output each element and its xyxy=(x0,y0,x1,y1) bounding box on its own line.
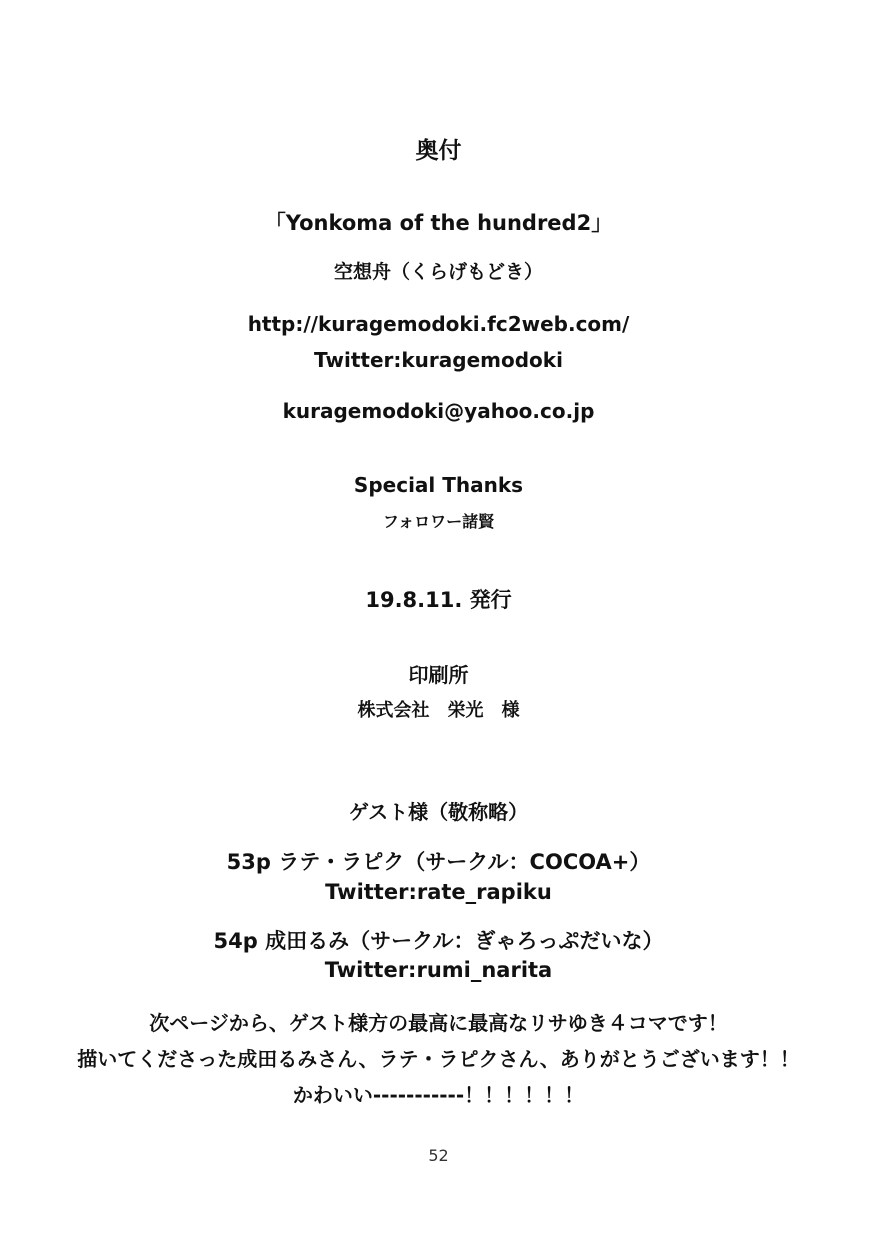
guest-credit: 54p 成田るみ（サークル：ぎゃろっぷだいな） xyxy=(213,929,664,953)
author-twitter: Twitter:kuragemodoki xyxy=(314,348,563,372)
guest-credit: 53p ラテ・ラピク（サークル：COCOA+） xyxy=(226,850,651,874)
message-line: 描いてくださった成田るみさん、ラテ・ラピクさん、ありがとうございます！！ xyxy=(77,1047,800,1071)
printer-heading: 印刷所 xyxy=(408,663,469,687)
message-line: 次ページから、ゲスト様方の最高に最高なリサゆき４コマです！ xyxy=(149,1011,728,1035)
printer-name: 株式会社 栄光 様 xyxy=(357,700,520,721)
colophon-heading: 奥付 xyxy=(415,138,462,164)
website-url: http://kuragemodoki.fc2web.com/ xyxy=(247,312,630,336)
special-thanks-heading: Special Thanks xyxy=(353,473,524,497)
author-email: kuragemodoki@yahoo.co.jp xyxy=(282,399,595,423)
special-thanks-names: フォロワー諸賢 xyxy=(382,512,495,531)
book-title: 「Yonkoma of the hundred2」 xyxy=(264,211,613,235)
issue-date: 19.8.11. 発行 xyxy=(365,588,512,612)
message-line: かわいい-----------！！！！！！ xyxy=(292,1083,585,1107)
circle-name: 空想舟（くらげもどき） xyxy=(333,261,543,283)
guests-heading: ゲスト様（敬称略） xyxy=(348,800,529,824)
page-number: 52 xyxy=(428,1146,449,1165)
guest-twitter: Twitter:rate_rapiku xyxy=(325,880,552,904)
guest-twitter: Twitter:rumi_narita xyxy=(324,958,553,982)
